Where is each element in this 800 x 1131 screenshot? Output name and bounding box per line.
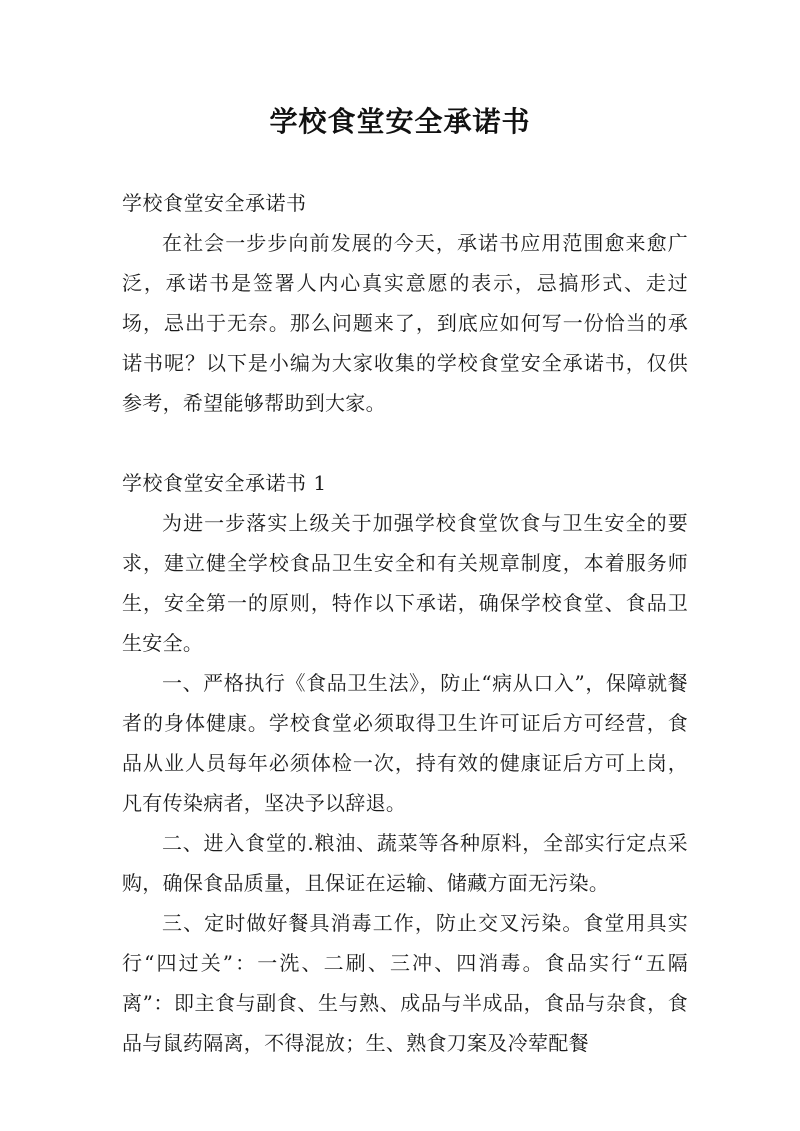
document-subtitle: 学校食堂安全承诺书 <box>122 191 307 215</box>
document-title: 学校食堂安全承诺书 <box>269 105 531 138</box>
section-paragraph: 为进一步落实上级关于加强学校食堂饮食与卫生安全的要求，建立健全学校食品卫生安全和有关规章制度，本着服务师生，安全第一的原则，特作以下承诺，确保学校食堂、食品卫生安全。 <box>122 511 688 655</box>
intro-paragraph: 在社会一步步向前发展的今天，承诺书应用范围愈来愈广泛，承诺书是签署人内心真实意愿的表示，忌搞形式、走过场，忌出于无奈。那么问题来了，到底应如何写一份恰当的承诺书呢？以下是小编为大家收集的学校食堂安全承诺书，仅供参考，希望能够帮助到大家。 <box>122 231 688 415</box>
document-body <box>122 183 688 1063</box>
section-paragraph: 三、定时做好餐具消毒工作，防止交叉污染。食堂用具实行“四过关”：一洗、二刷、三冲、四消毒。食品实行“五隔离”：即主食与副食、生与熟、成品与半成品，食品与杂食，食品与鼠药隔离，不得混放；生、熟食刀案及冷荤配餐 <box>122 911 688 1055</box>
section-paragraph: 一、严格执行《食品卫生法》，防止“病从口入”，保障就餐者的身体健康。学校食堂必须取得卫生许可证后方可经营，食品从业人员每年必须体检一次，持有效的健康证后方可上岗，凡有传染病者，坚决予以辞退。 <box>122 671 688 815</box>
section-heading: 学校食堂安全承诺书 1 <box>122 471 327 495</box>
section-paragraph: 二、进入食堂的.粮油、蔬菜等各种原料，全部实行定点采购，确保食品质量，且保证在运输、储藏方面无污染。 <box>122 831 688 895</box>
section-spacer <box>122 423 688 463</box>
